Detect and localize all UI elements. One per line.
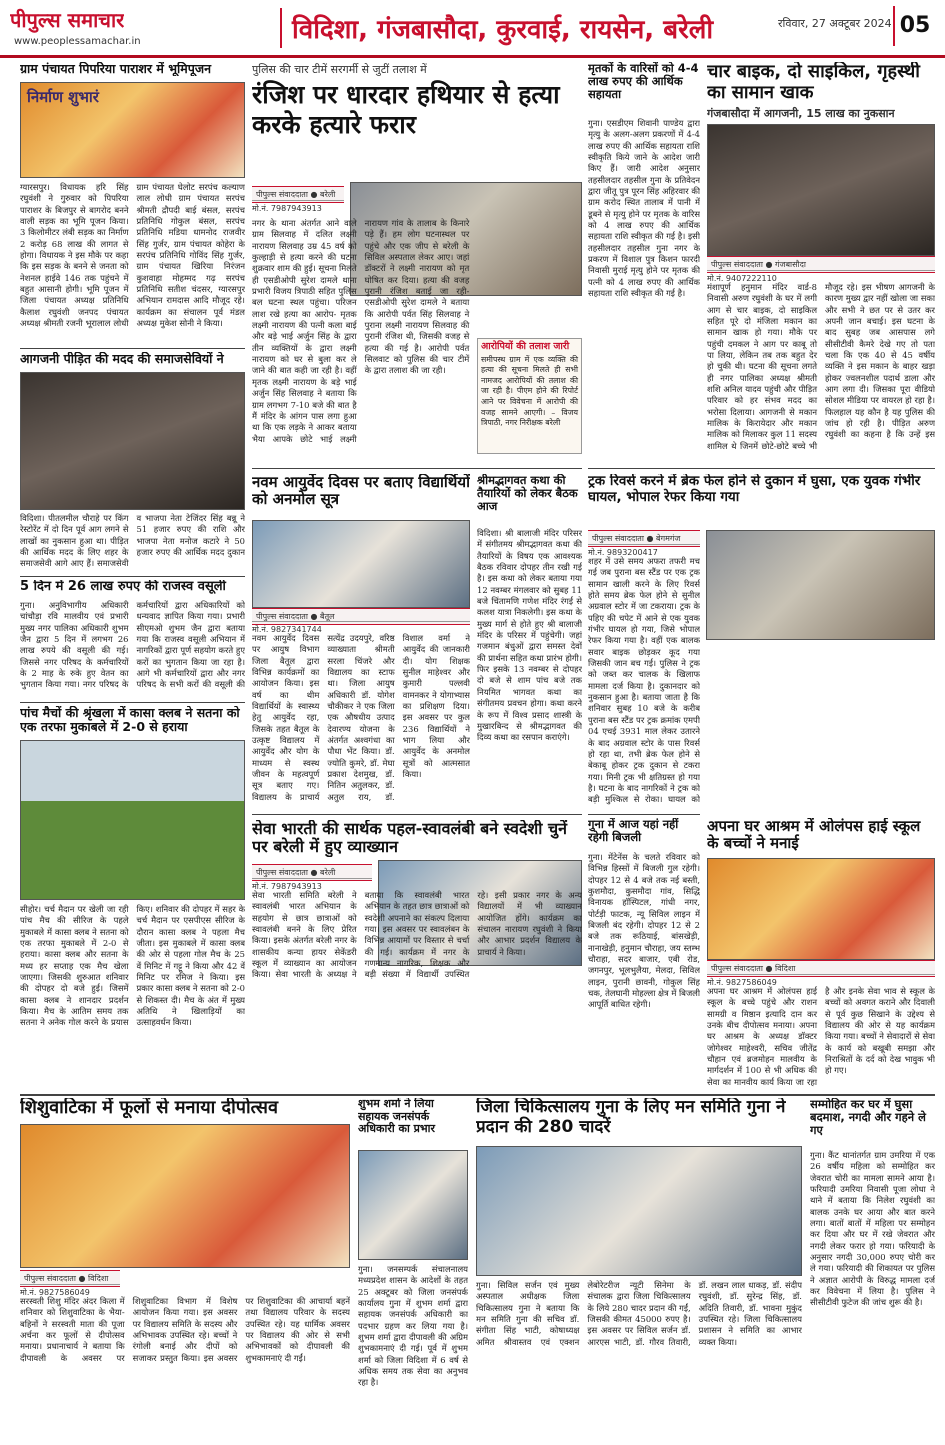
- s4-kicker: पुलिस की चार टीमें सरगर्मी से जुटीं तलाश में: [252, 63, 427, 76]
- s15-headline: शुभम शर्मा ने लिया सहायक जनसंपर्क अधिकारी का प्रभार: [358, 1098, 435, 1136]
- s4-aside-body: समीपस्थ ग्राम में एक व्यक्ति की हत्या की सूचना मिलते ही सभी नामजद आरोपियों की तलाश की जा रही है। पीएम होने की रिपोर्ट आने पर विवेचना में आरोपी की वजह सामने आएगी। – विजय त्रिपाठी, नगर निरीक्षक बरेली: [481, 354, 578, 428]
- s13-body: अपना घर आश्रम में ओलंपस हाई स्कूल के बच्चे पहुंचे और राशन सामग्री व मिष्ठान इत्यादि दान कर उनके बीच दीपोत्सव मनाया। अपना घर आश्रम के अध्यक्ष डॉक्टर जोगेश्वर माहेश्वरी, सचिव जीतेंद्र चौहान एवं ब्रजमोहन मालवीय के मार्गदर्शन में 100 से भी अधिक की सेवा का मानवीय कार्य किया जा रहा है और इनके सेवा भाव से स्कूल के बच्चों को अवगत कराने और दिवाली से पूर्व कुछ सिखाने के उद्देश्य से विद्यालय की ओर से यह कार्यक्रम किया गया। बच्चों ने सेवादारों से सेवा के कार्य को बखूबी समझा और निराश्रितों के दर्द को देख भावुक भी हो गए।: [707, 986, 935, 1087]
- s13-byline: पीपुल्स संवाददाता ● विदिशा: [707, 960, 935, 977]
- s12-body: गुना। मेंटेनेंस के चलते रविवार को विभिन्न हिस्सों में बिजली गुल रहेगी। दोपहर 12 से 4 बजे तक नई बस्ती, कुशमौदा, कुसमौदा गांव, सिद्धि विनायक हॉस्पिटल, गांधी नगर, पोर्टड़ी फाटक, न्यू सिविल लाइन में बिजली बंद रहेगी। दोपहर 12 से 2 बजे तक रूठियाई, बांसखेड़ी, नानाखेड़ी, हनुमान चौराहा, जय स्तम्भ चौराहा, सदर बाजार, एबी रोड, जगनपुर, भूलभुलैया, मेलदा, सिविल लाइन, पुरानी छावनी, गोकुल सिंह चक, तेलघानी मोहल्ला क्षेत्र में बिजली आपूर्ति बाधित रहेगी।: [588, 852, 700, 1010]
- s4-body: नगर के थाना अंतर्गत आने वाले ग्राम सिलवाह में दलित लक्ष्मी नारायण सिलवाह उम्र 45 वर्ष को कुल्हाड़ी से हत्या करने की घटना शुक्रवार शाम की हुई। सूचना मिलते ही एसडीओपी सुरेश दामले थाना प्रभारी विजय त्रिपाठी सहित पुलिस बल घटना स्थल पहुंचा। परिजन लाश रखे हत्या का आरोप- मृतक लक्ष्मी नारायण की पत्नी कला बाई और बड़े भाई अर्जुन सिंह के द्वारा तीन व्यक्तियों के द्वारा लक्ष्मी नारायण को घर से बुला कर ले जाने की बात कही जा रही है। वहीं मृतक लक्ष्मी नारायण के बड़े भाई अर्जुन सिंह सिलवाह ने बताया कि ग्राम लगभग 7-10 बजे की बात है मैं मंदिर के आंगन पास लगा हुआ था कि एक लड़के ने आकर बताया भैया आपके छोटे भाई लक्ष्मी नारायण गांव के तालाब के किनारे पड़े हैं। हम लोग घटनास्थल पर पहुंचे और एक जीप से बरेली के सिविल अस्पताल लेकर आए। जहां डॉक्टरों ने लक्ष्मी नारायण को मृत घोषित कर दिया। हत्या की वजह पुरानी रंजिश बताई जा रही- एसडीओपी सुरेश दामले ने बताया कि आरोपी पर्वत सिंह सिलवाह ने पुराना लक्ष्मी नारायण सिलवाह की पुरानी रंजिश थी, जिसकी वजह से हत्या की गई है। आरोपी पर्वत सिलवाट को पुलिस की चार टीमें के द्वारा तलाश की जा रही।: [252, 218, 470, 444]
- s12-headline: गुना में आज यहां नहीं रहेगी बिजली: [588, 818, 679, 845]
- s10-body: सीहोर। चर्च मैदान पर खेली जा रही पांच मैच की सीरिज के पहले मुकाबले में कासा क्लब ने सतना को एक तरफा मुकाबले में 2-0 से हराया। कासा क्लब और सतना के मध्य हर सप्ताह एक मैच खेला जाएगा। जिसकी शुरुआत शनिवार की दोपहर दो बजे हुई। जिसमें कासा क्लब ने शानदार प्रदर्शन किया। मैच के आतिम समय तक सतना ने अनेक गोल करने के प्रयास किए। शनिवार की दोपहर में सहर के चर्च मैदान पर एसपीएस सीरिज के दौरान कासा क्लब ने पहला मैच जीता। इस मुकाबले में कासा क्लब की ओर से पहला गोल मैच के 25 वें मिनिट में गट्टू ने किया और 42 वें मिनिट पर रमिज ने किया। इस प्रकार कासा क्लब ने सतना को 2-0 से शिकस्त दी। मैच के अंत में मुख्य अतिथि ने खिलाड़ियों का उत्साहवर्धन किया।: [20, 904, 245, 1028]
- s16-photo: [476, 1146, 802, 1276]
- s6-headline: चार बाइक, दो साइकिल, गृहस्थी का सामान खाक: [707, 62, 920, 103]
- s9-headline: ट्रक रिवर्स करने में ब्रेक फेल होने से दुकान में घुसा, एक युवक गंभीर घायल, भोपाल रेफर किया गया: [588, 474, 921, 505]
- divider: [20, 1094, 935, 1096]
- s6-photo: [707, 124, 935, 256]
- s9-mobile: मो.नं. 9893200417: [588, 544, 700, 558]
- s15-body: गुना। जनसम्पर्क संचालनालय मध्यप्रदेश शासन के आदेशों के तहत 25 अक्टूबर को जिला जनसंपर्क कार्यालय गुना में शुभम शर्मा द्वारा सहायक जनसंपर्क अधिकारी का पदभार ग्रहण कर लिया गया है। शुभम शर्मा द्वारा दीपावली की अग्रिम शुभकामनाएं दी गई। पूर्व में शुभम शर्मा को जिला विदिशा में 6 वर्ष से अधिक समय तक सेवा का अनुभव रहा है।: [358, 1264, 468, 1388]
- s14-body: सरस्वती शिशु मंदिर अंदर किला में शनिवार को शिशुवाटिका के भैया-बहिनों ने सरस्वती माता की पूजा अर्चना कर फूलों से दीपोत्सव मनाया। प्रधानाचार्य ने बताया कि दीपावली के अवसर पर शिशुवाटिका विभाग में विशेष आयोजन किया गया। इस अवसर पर विद्यालय समिति के सदस्य और अभिभावक उपस्थित रहे। बच्चों ने रंगोली बनाई और दीपों को सजाकर प्रस्तुत किया। इस अवसर पर शिशुवाटिका की आचार्या बहनें तथा विद्यालय परिवार के सदस्य उपस्थित रहे। यह धार्मिक अवसर पर विद्यालय की ओर से सभी अभिभावकों को दीपावली की शुभकामनाएं दी गईं।: [20, 1296, 350, 1363]
- s9-body: शहर में उसे समय अफरा तफरी मच गई जब पुराना बस स्टैंड पर एक ट्रक सामान खाली करने के लिए रिवर्स होते समय ब्रेक फेल होने से सुनील अग्रवाल स्टोर में जा टकराया। ट्रक के पहिए की चपेट में आने से एक युवक गंभीर घायल हो गया, जिसे भोपाल रेफर किया गया है। वहीं एक बालक सवार बाइक छोड़कर कूद गया जिसकी जान बच गई। पुलिस ने ट्रक को जब्त कर चालक के खिलाफ मामला दर्ज किया है। दुकानदार को नुकसान हुआ है। बताया जाता है कि शनिवार सुबह 10 बजे के करीब पुराना बस स्टैंड पर ट्रक क्रमांक एमपी 04 एचई 3931 माल लेकर उतारने के बाद अग्रवाल स्टोर के पास रिवर्स हो रहा था, तभी ब्रेक फेल होने से बेकाबू होकर ट्रक दुकान से टकरा गया। मिनी ट्रक भी क्षतिग्रस्त हो गया है। घटना के बाद नागरिकों ने ट्रक को बड़ी मुश्किल से रोका। घायल को: [588, 556, 700, 805]
- s7-body: नवम आयुर्वेद दिवस पर आयुष विभाग जिला बैतूल द्वारा विभिन्न कार्यक्रमों का आयोजन किया। इस वर्ष का थीम विद्यार्थियों के स्वास्थ्य हेतु आयुर्वेद रहा, जिसके तहत बैतूल के उत्कृष्ट विद्यालय में आयुर्वेद और योग के माध्यम से स्वस्थ जीवन के महत्वपूर्ण सूत्र बताए गए। विद्यालय के प्राचार्य सत्येंद्र उदयपुरे, वरिष्ठ व्याख्याता श्रीमती सरला चिंजरे और विद्यालय का स्टाफ था। जिला आयुष अधिकारी डॉ. योगेश चौकीकर ने एक जिला एक औषधीय उत्पाद देवारण्य योजना के अंतर्गत अश्वगंधा का पौधा भेंट किया। डॉ. ज्योति कुमरे, डॉ. मेघा प्रकाश देशमुख, डॉ. नितिन अतुलकर, डॉ. अतुल राय, डॉ. विशाल वर्मा ने आयुर्वेद की जानकारी दी। योग शिक्षक सुनील माहेश्वर और कुमारी पल्लवी वामनकर ने योगाभ्यास का प्रशिक्षण दिया। इस अवसर पर कुल 236 विद्यार्थियों ने भाग लिया और आयुर्वेद के अनमोल सूत्रों को आत्मसात किया।: [252, 633, 470, 802]
- s11-headline: सेवा भारती की सार्थक पहल-स्वावलंबी बने स्वदेशी चुनें पर बरेली में हुए व्याख्यान: [252, 820, 568, 857]
- s4-mobile: मो.नं. 7987943913: [252, 200, 344, 214]
- s1-body: ग्यारसपुर। विधायक हरि सिंह रघुवंशी ने गुरुवार को पिपरिया पाराशर के बिजपुर से बागरोद बनने वाली सड़क का भूमि पूजन किया। 3 किलोमीटर लंबी सड़क का निर्माण 2 करोड़ 68 लाख की लागत से होगा। विधायक ने इस मौके पर कहा कि इस सड़क के बनने से जनता को नेशनल हाईवे 146 तक पहुंचने में बहुत आसानी होगी। भूमि पूजन में जिला पंचायत अध्यक्ष प्रतिनिधि कैलाश रघुवंशी जनपद पंचायत अध्यक्ष श्रीमती रजनी भूरालाल लोधी ग्राम पंचायत घेलोट सरपंच कल्याण लाल लोधी ग्राम पंचायत सरपंच श्रीमती द्रौपदी बाई बंसल, सरपंच प्रतिनिधि गोकुल बंसल, सरपंच प्रतिनिधि मडिया धामनोद राजवीर सिंह गुर्जर, ग्राम पंचायत कोहेरा के सरपंच प्रतिनिधि गोविंद सिंह गुर्जर, ग्राम पंचायत खिरिया निरंजन कुशवाहा मोहम्मद गढ़ सरपंच प्रतिनिधि सतीश चंदसर, ग्यारसपुर अभियान रामदास आदि मौजूद रहे। कार्यक्रम का संचालन पूर्व मंडल अध्यक्ष मुकेश सोनी ने किया।: [20, 182, 245, 329]
- s5-body: गुना। एसडीएम शिवानी पाण्डेय द्वारा मृत्यु के अलग-अलग प्रकरणों में 4-4 लाख रुपए की आर्थिक सहायता राशि स्वीकृति किये जाने के आदेश जारी किए हैं। जारी आदेश अनुसार तहसीलदार तहसील गुना के प्रतिवेदन द्वारा जीतू पुत्र पूरन सिंह अहिरवार की ग्राम करोद स्थित तालाब में पानी में डूबने से मृत्यु होने पर मृतक के वारिस को 4 लाख रुपए की आर्थिक सहायता राशि स्वीकृत की गई है। इसी तहसीलदार तहसील गुना नगर के प्रकरण में विशाल पुत्र किशन फारदी निवासी मुराई मृत्यु होने पर मृतक की पत्नी को 4 लाख रुपए की आर्थिक सहायता राशि स्वीकृत की गई है।: [588, 118, 700, 299]
- s9-photo: [706, 530, 935, 640]
- divider: [588, 814, 700, 815]
- s2-body: विदिशा। पीतलमील चौराहे पर किंग रेस्टोरेंट में दो दिन पूर्व आग लगने से लाखों का नुकसान हुआ था। पीड़ित की आर्थिक मदद के लिए शहर के समाजसेवी आगे आए हैं। समाजसेवी व भाजपा नेता टेजिंदर सिंह बन्नू ने 51 हजार रुपए की राशि और भाजपा नेता मनोज कटारे ने 50 हजार रुपए की आर्थिक मदद दुकान: [20, 513, 245, 569]
- s10-photo: [20, 740, 245, 900]
- divider: [20, 348, 245, 349]
- divider: [20, 702, 245, 703]
- s4-headline: रंजिश पर धारदार हथियार से हत्या करके हत्यारे फरार: [252, 80, 560, 139]
- s14-photo: [20, 1124, 350, 1268]
- s13-headline: अपना घर आश्रम में ओलंपस हाई स्कूल के बच्चों ने मनाई: [707, 818, 921, 853]
- s1-headline: ग्राम पंचायत पिपरिया पाराशर में भूमिपूजन: [20, 62, 212, 76]
- s6-body: मंशापूर्ण हनुमान मंदिर वार्ड-8 निवासी अरुण रघुवंशी के घर में लगी आग से चार बाइक, दो साइकिल सहित पूरे दो मंजिला मकान का सामान खाक हो गया। मौके पर पहुंची दमकल ने आग पर काबू तो पा लिया, लेकिन तब तक बहुत देर हो चुकी थी। घटना की सूचना लगते ही नगर पालिका अध्यक्ष श्रीमती शशि अनिल यादव पहुंची और पीड़ित परिवार को हर संभव मदद का भरोसा दिलाया। आगजनी से मकान मालिक के किरायेदार और मकान मालिक को मिलाकर कुल 11 सदस्य शामिल थे जिनमें छोटे-छोटे बच्चे भी मौजूद रहे। इस भीषण आगजनी के कारण मुख्य द्वार नहीं खोला जा सका और सभी ने छत पर से उतर कर अपनी जान बचाई। इस घटना के बाद सुबह जब आसपास लगे सीसीटीवी कैमरे देखे गए तो पता चला कि एक 40 से 45 वर्षीय व्यक्ति ने इस मकान के बाहर खड़ा होकर ज्वलनशील पदार्थ डाला और आग लगा दी। जिसका पूरा वीडियो सोशल मीडिया पर वायरल हो रहा है। फिलहाल यह कौन है यह पुलिस की जांच हो रही है। पीड़ित अरुण रघुवंशी का कहना है कि उन्हें इस: [707, 282, 935, 451]
- s14-headline: शिशुवाटिका में फूलों से मनाया दीपोत्सव: [20, 1098, 278, 1118]
- s17-body: गुना। कैंट थानांतर्गत ग्राम उमरिया में एक 26 वर्षीय महिला को सम्मोहित कर जेवरात चोरी का मामला सामने आया है। फरियादी उमरिया निवासी पूजा लोधा ने थाने में बताया कि निलेश रघुवंशी का बालक उनके घर आया और बात करने लगा। बातों बातों में महिला पर सम्मोहन कर दिया और घर में रखे जेवरात और नगदी लेकर फरार हो गया। फरियादी के अनुसार नगदी 30,000 रुपए चोरी कर ले गया। फरियादी की शिकायत पर पुलिस ने अज्ञात आरोपी के विरुद्ध मामला दर्ज कर विवेचना में लिया है। पुलिस ने सीसीटीवी फुटेज की जांच शुरू की है।: [810, 1150, 935, 1308]
- s3-body: गुना। अनुविभागीय अधिकारी चांचौड़ा रवि मालवीय एवं प्रभारी मुख्य नगर पालिका अधिकारी शुभम जैन द्वारा 5 दिन में लगभग 26 लाख रुपये की वसूली की गई। जिससे नगर परिषद के कर्मचारियों के 2 माह के रुके हुए वेतन का भुगतान किया गया। नगर परिषद के कर्मचारियों द्वारा अधिकारियों को धन्यवाद ज्ञापित किया गया। प्रभारी सीएमओ शुभम जैन द्वारा बताया गया कि राजस्व वसूली अभियान में नागरिकों द्वारा पूर्ण सहयोग करते हुए करों का भुगतान किया जा रहा है। आगे भी कर्मचारियों द्वारा और नगर परिषद के सभी करों की वसूली की: [20, 600, 245, 690]
- masthead: [0, 0, 945, 58]
- s11-byline: पीपुल्स संवाददाता ● बरेली: [252, 864, 372, 881]
- s6-mobile: मो.नं. 9407222110: [707, 270, 935, 284]
- divider: [20, 576, 245, 577]
- s15-photo: [358, 1150, 468, 1260]
- divider: [252, 814, 582, 815]
- brand-logo: पीपुल्स समाचार: [10, 8, 125, 32]
- site-url[interactable]: www.peoplessamachar.in: [14, 36, 141, 47]
- s1-photo: [20, 82, 245, 178]
- s9-byline: पीपुल्स संवाददाता ● बेगमगंज: [588, 530, 700, 547]
- divider: [252, 468, 582, 469]
- page-number: 05: [893, 6, 935, 46]
- s2-headline: आगजनी पीड़ित की मदद की समाजसेवियों ने: [20, 352, 224, 366]
- s8-headline: श्रीमद्भागवत कथा की तैयारियों को लेकर बैठक आज: [477, 474, 578, 514]
- s4-aside-headline: आरोपियों की तलाश जारी: [481, 341, 570, 352]
- s9-body-continued: [706, 643, 935, 808]
- s6-byline: पीपुल्स संवाददाता ● गंजबासौदा: [707, 256, 935, 273]
- region-title: विदिशा, गंजबासौदा, कुरवाई, रायसेन, बरेली: [292, 15, 714, 45]
- s16-headline: जिला चिकित्सालय गुना के लिए मन समिति गुना ने प्रदान की 280 चादरें: [476, 1098, 786, 1137]
- s1-photo-banner-text: निर्माण शुभारं: [27, 88, 99, 106]
- s8-body: विदिशा। श्री बालाजी मंदिर परिसर में संगीतमय श्रीमद्भागवत कथा की तैयारियों के विषय एक आवश्यक बैठक रविवार दोपहर तीन रखी गई है। इस कथा को लेकर बताया गया 12 नवम्बर मंगलवार को सुबह 11 बजे चिंतामणि गणेश मंदिर रंगई से कलश यात्रा निकलेगी। इस कथा के मुख्य मार्ग से होते हुए श्री बालाजी मंदिर के परिसर में पहुंचेगी। जहां गजमान बंधुओं द्वारा समस्त देवों की प्रार्थना सहित कथा प्रारंभ होगी। फिर इसके 13 नवम्बर से दोपहर दो बजे से शाम पांच बजे तक नियमित भागवत कथा का संगीतमय प्रवचन होगा। कथा करने के रूप में विश्व प्रसाद शास्त्री के मुखारबिन्द से श्रीमद्भागवत की दिव्य कथा का रसपान कराएंगे।: [477, 528, 582, 743]
- s7-mobile: मो.नं. 9827341744: [252, 621, 470, 635]
- s3-headline: 5 दिन में 26 लाख रुपए की राजस्व वसूली: [20, 580, 226, 594]
- s16-body: गुना। सिविल सर्जन एवं मुख्य अस्पताल अधीक्षक जिला चिकित्सालय गुना ने बताया कि मन समिति गुना की सचिव डॉ. संगीता सिंह भाटी, कोषाध्यक्ष अमित श्रीवास्तव एवं एक्शन लेबोरेटरीज न्यूटी सिनेमा के संचालक द्वारा जिला चिकित्सालय के लिये 280 चादर प्रदान की गईं, जिसकी कीमत 45000 रुपए है। इस अवसर पर सिविल सर्जन डॉ. आरएस भाटी, डॉ. गौरव तिवारी, डॉ. लखन लाल धाकड़, डॉ. संदीप रघुवंशी, डॉ. सुरेन्द्र सिंह, डॉ. अदिति तिवारी, डॉ. भावना मुकुंद उपस्थित रहे। जिला चिकित्सालय प्रशासन ने समिति का आभार व्यक्त किया।: [476, 1280, 802, 1347]
- s4-aside-box: [477, 338, 582, 454]
- s17-headline: सम्मोहित कर घर में घुसा बदमाश, नगदी और गहने ले गए: [810, 1098, 926, 1138]
- s14-mobile: मो.नं. 9827586049: [20, 1284, 120, 1298]
- s14-byline: पीपुल्स संवाददाता ● विदिशा: [20, 1270, 120, 1287]
- s11-mobile: मो.नं. 7987943913: [252, 878, 372, 892]
- s7-byline: पीपुल्स संवाददाता ● बैतूल: [252, 608, 470, 625]
- s2-photo: [20, 372, 245, 510]
- s10-headline: पांच मैचों की श्रृंखला में कासा क्लब ने सतना को एक तरफा मुकाबले में 2-0 से हराया: [20, 706, 240, 735]
- divider: [588, 468, 935, 469]
- s4-byline: पीपुल्स संवाददाता ● बरेली: [252, 186, 344, 203]
- issue-date: रविवार, 27 अक्टूबर 2024: [778, 17, 892, 30]
- s11-body: सेवा भारती समिति बरेली ने स्वावलंबी भारत अभियान के सहयोग से छात्र छात्राओं को स्वावलंबी बनने के लिए प्रेरित किया। इसके अंतर्गत बरेली नगर के शासकीय कन्या हायर सेकेंडरी स्कूल में व्याख्यान का आयोजन किया। सेवा भारती के अध्यक्ष ने बताया कि स्वावलंबी भारत अभियान के तहत छात्र छात्राओं को स्वदेशी अपनाने का संकल्प दिलाया गया। इस अवसर पर स्वावलंबन के विभिन्न आयामों पर विस्तार से चर्चा की गई। कार्यक्रम में नगर के गणमान्य नागरिक, शिक्षक और बड़ी संख्या में विद्यार्थी उपस्थित रहे। इसी प्रकार नगर के अन्य विद्यालयों में भी व्याख्यान आयोजित होंगे। कार्यक्रम का संचालन नारायण रघुवंशी ने किया और आभार प्रदर्शन विद्यालय के प्राचार्य ने किया।: [252, 890, 582, 980]
- s5-headline: मृतकों के वारिसों को 4-4 लाख रुपए की आर्थिक सहायता: [588, 62, 699, 102]
- s7-headline: नवम आयुर्वेद दिवस पर बताए विद्यार्थियों को अनमोल सूत्र: [252, 474, 470, 509]
- s13-photo: [707, 858, 935, 960]
- s7-photo: [252, 520, 470, 608]
- s6-kicker: गंजबासौदा में आगजनी, 15 लाख का नुकसान: [707, 107, 895, 120]
- s13-mobile: मो.नं. 9827586049: [707, 974, 935, 988]
